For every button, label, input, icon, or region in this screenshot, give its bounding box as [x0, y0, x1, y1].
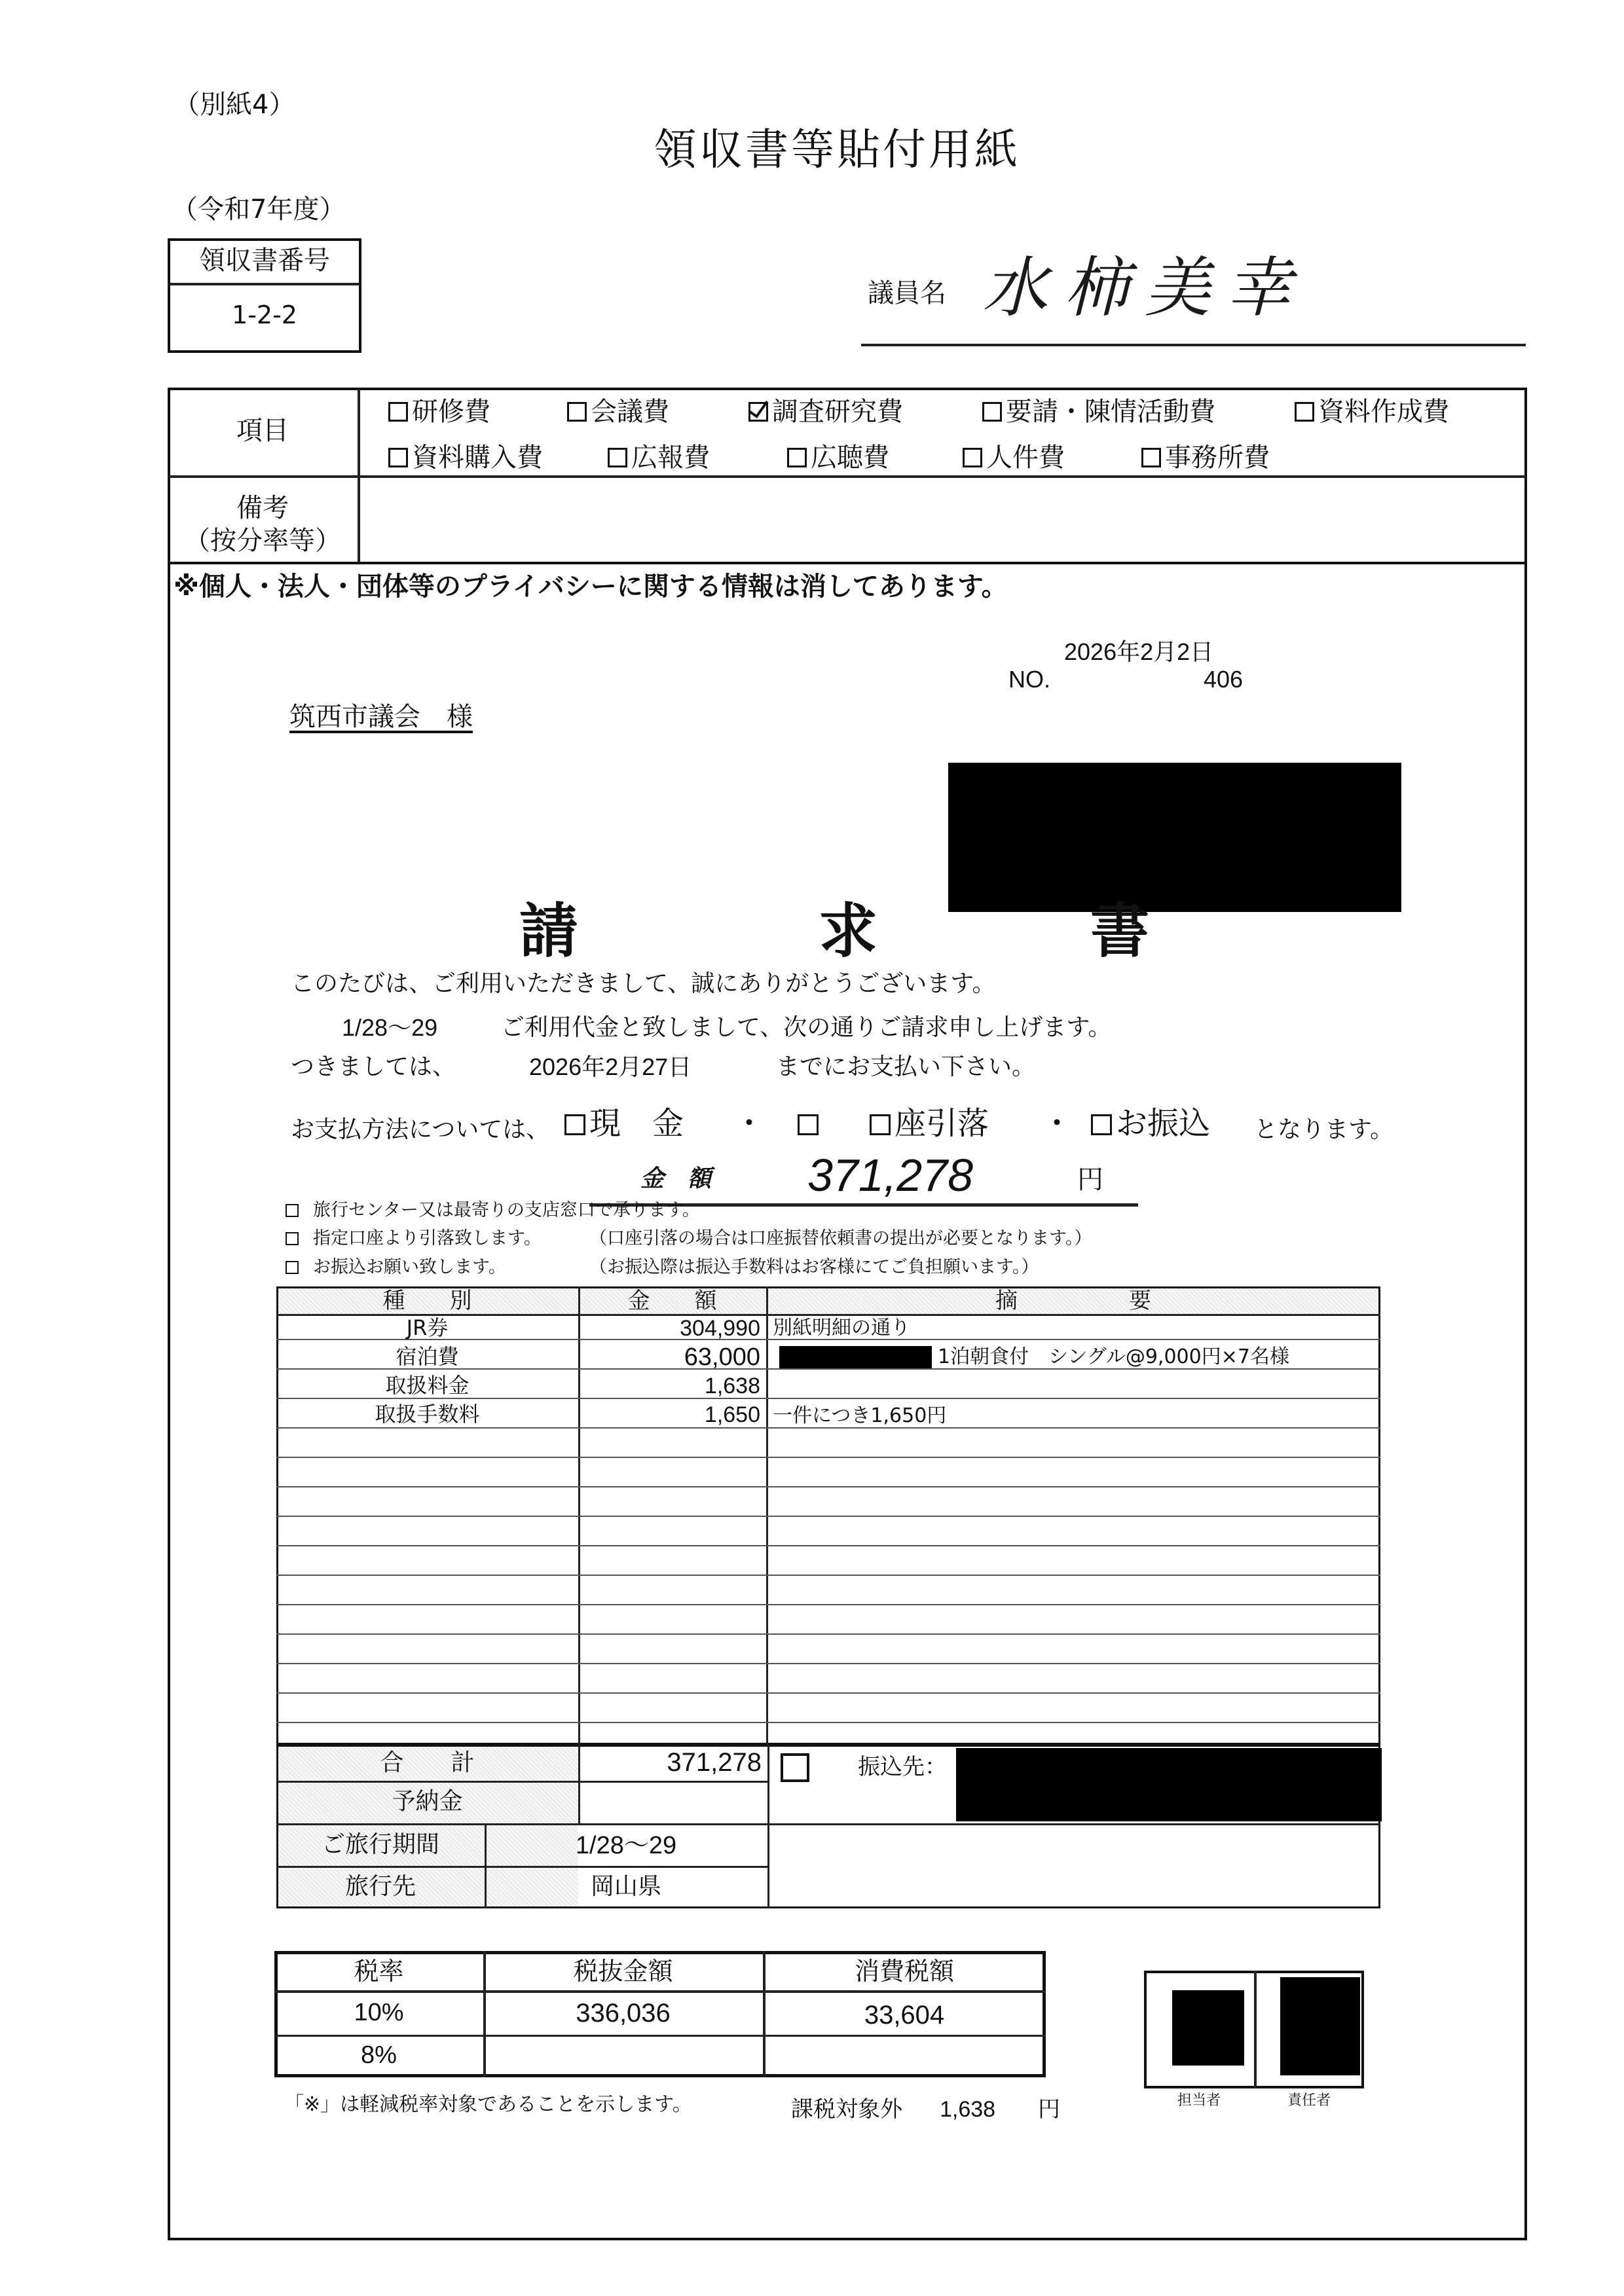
invoice-title-char-2: 求 [819, 897, 877, 966]
item-label: 項目 [236, 416, 289, 446]
tax-header-excl: 税抜金額 [573, 1957, 673, 1986]
category-research[interactable]: 調査研究費 [748, 391, 903, 428]
fiscal-year: （令和7年度） [172, 194, 346, 225]
category-meeting[interactable]: 会議費 [567, 391, 669, 428]
amount-value: 371,278 [807, 1150, 974, 1201]
row-4-type: 取扱手数料 [375, 1402, 480, 1427]
amount-unit: 円 [1077, 1165, 1103, 1195]
redaction-hotel [779, 1346, 932, 1368]
note-2: 指定口座より引落致します。 [286, 1230, 542, 1247]
row-2-type: 宿泊費 [396, 1344, 459, 1369]
note-2-extra: （口座引落の場合は口座振替依頼書の提出が必要となります。） [589, 1228, 1092, 1248]
trip-period-label: ご旅行期間 [321, 1831, 439, 1858]
category-hearing[interactable]: 広聴費 [787, 437, 889, 474]
non-taxable-label: 課税対象外 [791, 2096, 902, 2123]
row-1-summary: 別紙明細の通り [773, 1317, 910, 1339]
row-3-type: 取扱料金 [385, 1373, 470, 1398]
tax-excl-10: 336,036 [576, 1999, 671, 2028]
total-label: 合 計 [380, 1749, 475, 1776]
deadline-prefix: つきましては、 [291, 1053, 456, 1080]
tax-amount-10: 33,604 [864, 2001, 945, 2030]
deposit-label: 予納金 [392, 1788, 463, 1815]
row-1-type: JR券 [406, 1315, 449, 1340]
category-training[interactable]: 研修費 [388, 391, 490, 428]
stamp-manager-label: 責任者 [1287, 2092, 1331, 2109]
invoice-no: 406 [1204, 666, 1244, 693]
stamp-staff-label: 担当者 [1177, 2092, 1221, 2109]
member-name-label: 議員名 [868, 278, 946, 308]
header-summary: 摘 要 [995, 1288, 1151, 1314]
payment-prefix: お支払方法については、 [291, 1116, 550, 1143]
transfer-checkbox[interactable] [781, 1753, 809, 1782]
row-2-amount: 63,000 [684, 1343, 760, 1371]
payment-dot-2: ・ [1041, 1105, 1073, 1142]
member-name-underline [861, 344, 1526, 346]
deadline-suffix: までにお支払い下さい。 [776, 1053, 1036, 1080]
greeting: このたびは、ご利用いただきまして、誠にありがとうございます。 [291, 970, 996, 997]
note-3-extra: （お振込際は振込手数料はお客様にてご負担願います。） [589, 1257, 1039, 1277]
category-office[interactable]: 事務所費 [1141, 437, 1270, 474]
destination-value: 岡山県 [590, 1873, 661, 1900]
tax-rate-8: 8% [361, 2041, 397, 2069]
tax-header-tax: 消費税額 [854, 1957, 954, 1986]
row-2-summary: 1泊朝食付 シングル@9,000円×7名様 [938, 1345, 1289, 1368]
payment-suffix: となります。 [1254, 1116, 1394, 1143]
row-3-amount: 1,638 [704, 1374, 760, 1398]
invoice-title-char-3: 書 [1090, 897, 1149, 966]
usage-period: 1/28～29 [342, 1014, 438, 1041]
invoice-title-char-1: 請 [519, 897, 578, 966]
category-personnel[interactable]: 人件費 [963, 437, 1065, 474]
tax-header-rate: 税率 [354, 1957, 404, 1986]
invoice-addressee: 筑西市議会 様 [289, 702, 473, 732]
amount-label: 金 額 [640, 1165, 712, 1192]
receipt-number-label: 領収書番号 [199, 246, 330, 276]
row-4-summary: 一件につき1,650円 [773, 1404, 947, 1427]
checked-icon [748, 402, 768, 422]
row-4-amount: 1,650 [704, 1402, 760, 1427]
tax-rate-10: 10% [354, 1999, 404, 2026]
category-document-creation[interactable]: 資料作成費 [1295, 391, 1449, 428]
row-1-amount: 304,990 [680, 1316, 760, 1341]
deadline-date: 2026年2月27日 [529, 1053, 692, 1080]
category-publicity[interactable]: 広報費 [608, 437, 710, 474]
total-value: 371,278 [667, 1748, 762, 1777]
usage-text: ご利用代金と致しまして、次の通りご請求申し上げます。 [501, 1014, 1112, 1041]
invoice-date: 2026年2月2日 [1064, 638, 1214, 665]
redaction-bank [956, 1748, 1382, 1821]
redaction-staff-stamp [1172, 1990, 1244, 2066]
redaction-issuer [948, 763, 1401, 912]
transfer-label: 振込先： [858, 1754, 947, 1780]
remarks-sub-label: （按分率等） [184, 526, 341, 556]
trip-period-value: 1/28～29 [575, 1832, 677, 1859]
destination-label: 旅行先 [344, 1873, 416, 1900]
category-document-purchase[interactable]: 資料購入費 [388, 437, 543, 474]
note-3: お振込お願い致します。 [286, 1258, 506, 1276]
receipt-number: 1-2-2 [232, 301, 297, 329]
category-petition[interactable]: 要請・陳情活動費 [982, 391, 1215, 428]
payment-dot-1: ・ [733, 1105, 766, 1142]
reduced-rate-note: 「※」は軽減税率対象であることを示します。 [284, 2093, 692, 2116]
remarks-label: 備考 [236, 493, 289, 523]
non-taxable-unit: 円 [1038, 2096, 1060, 2123]
redaction-manager-stamp [1280, 1977, 1360, 2075]
payment-debit[interactable]: 座引落 [870, 1108, 989, 1139]
note-1: 旅行センター又は最寄りの支店窓口で承ります。 [286, 1201, 700, 1219]
invoice-no-label: NO. [1008, 666, 1051, 693]
member-signature: 水柿美幸 [982, 249, 1307, 326]
header-type: 種 別 [382, 1288, 472, 1314]
payment-transfer[interactable]: お振込 [1091, 1108, 1210, 1139]
form-title: 領収書等貼付用紙 [654, 124, 1020, 175]
privacy-note: ※個人・法人・団体等のプライバシーに関する情報は消してあります。 [174, 572, 1008, 602]
non-taxable-value: 1,638 [940, 2097, 996, 2122]
payment-cash[interactable]: 現 金 [564, 1108, 684, 1139]
payment-blank[interactable] [798, 1108, 822, 1139]
header-amount: 金 額 [627, 1288, 717, 1314]
attachment-label: （別紙4） [174, 90, 295, 120]
